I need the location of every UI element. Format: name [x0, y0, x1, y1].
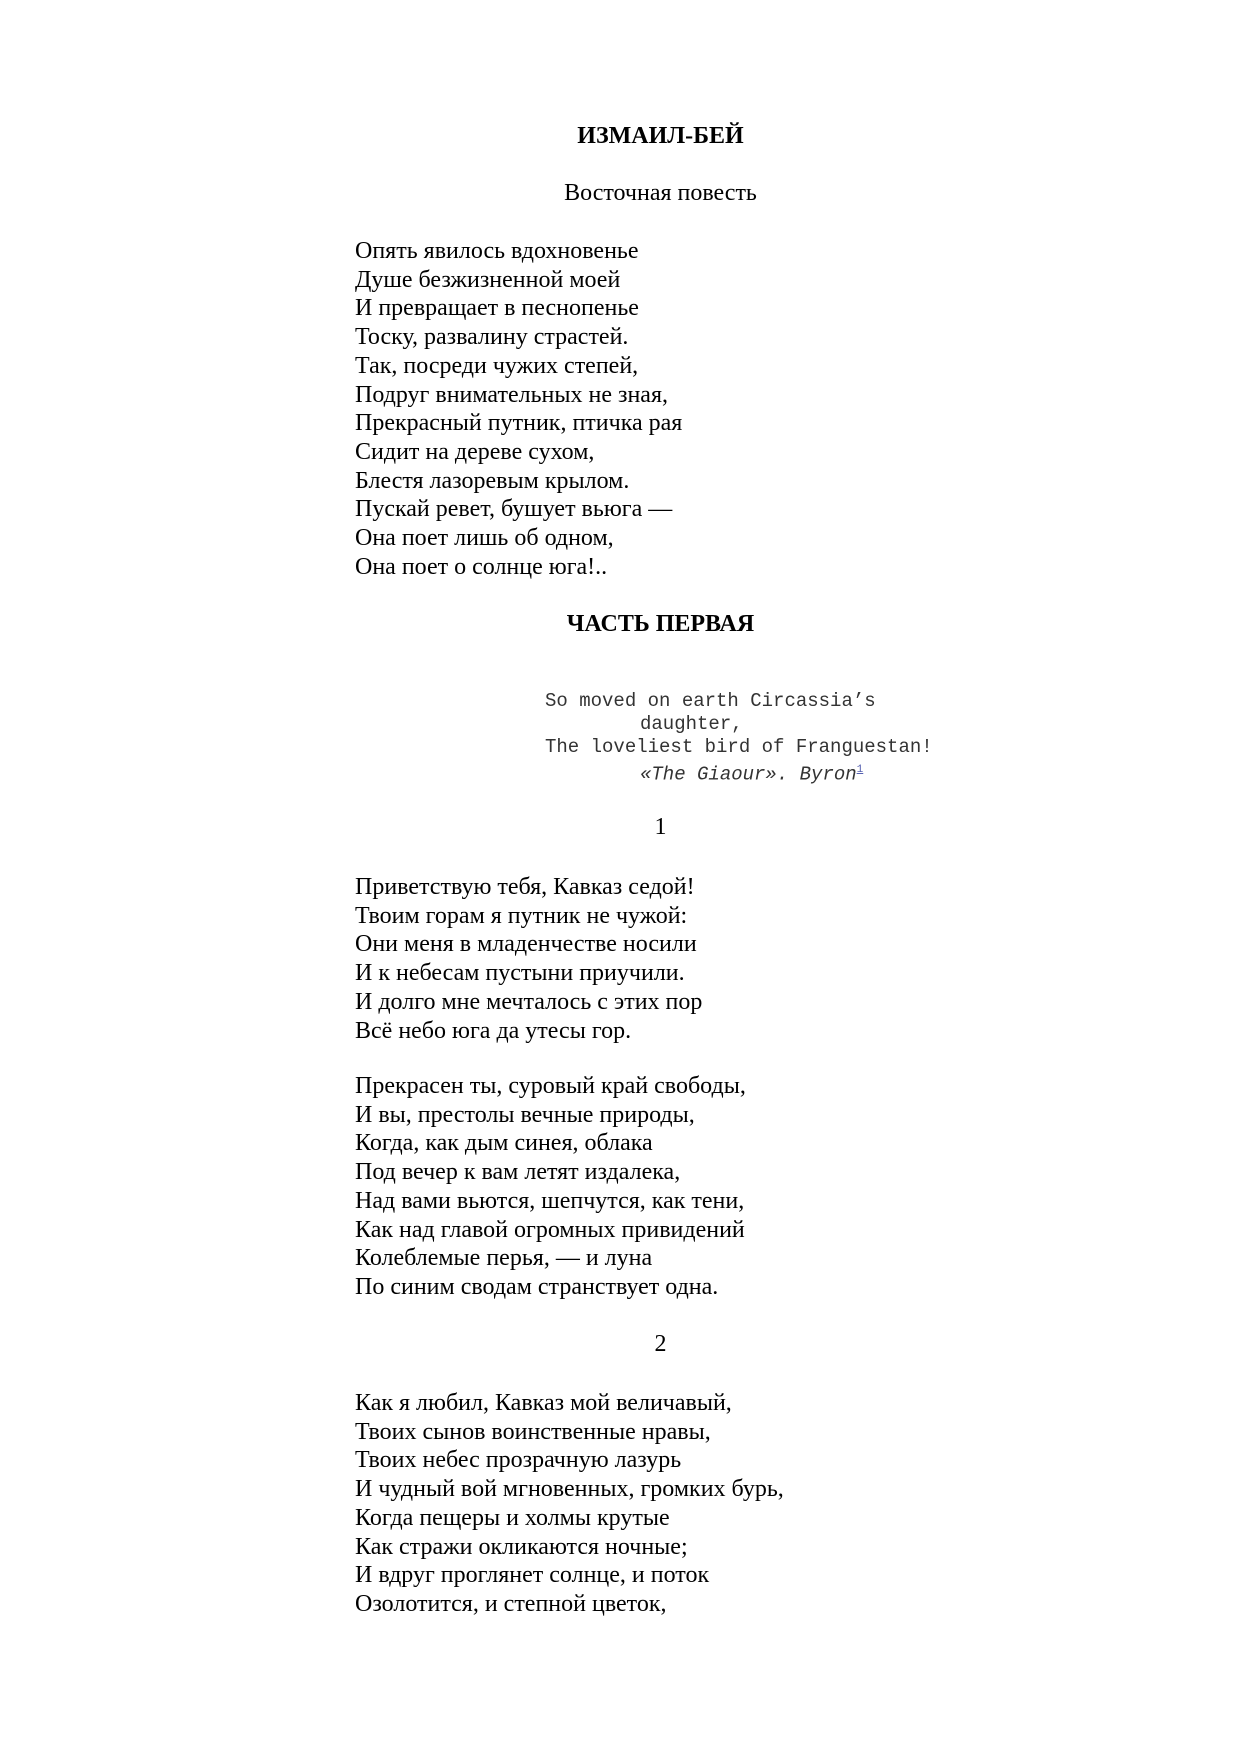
- verse-line: И чудный вой мгновенных, громких бурь,: [355, 1476, 784, 1503]
- stanza: [355, 1072, 746, 1302]
- verse-line: Всё небо юга да утесы гор.: [355, 1017, 632, 1044]
- verse-line: Она поет лишь об одном,: [355, 525, 614, 552]
- section-number: 2: [654, 1331, 667, 1357]
- stanza: [355, 873, 702, 1045]
- epigraph: [545, 690, 933, 786]
- verse-line: Душе безжизненной моей: [355, 266, 621, 293]
- poem-title: ИЗМАИЛ-БЕЙ: [577, 123, 744, 149]
- verse-line: Опять явилось вдохновенье: [355, 238, 639, 264]
- verse-line: По синим сводам странствует одна.: [355, 1273, 719, 1300]
- verse-line: Твоим горам я путник не чужой:: [355, 902, 688, 929]
- verse-line: Колеблемые перья, — и луна: [355, 1245, 653, 1272]
- section-number: 1: [654, 814, 667, 840]
- prologue-stanza: [355, 237, 682, 581]
- verse-line: Когда, как дым синея, облака: [355, 1130, 653, 1157]
- verse-line: Она поет о солнце юга!..: [355, 553, 608, 580]
- verse-line: И вдруг проглянет солнце, и поток: [355, 1562, 710, 1589]
- epigraph-line: So moved on earth Circassia’s: [545, 690, 876, 712]
- verse-line: Над вами вьются, шепчутся, как тени,: [355, 1187, 745, 1214]
- epigraph-source: [545, 759, 933, 786]
- verse-line: Сидит на дереве сухом,: [355, 438, 595, 465]
- verse-line: Они меня в младенчестве носили: [355, 931, 697, 958]
- verse-line: И к небесам пустыни приучили.: [355, 960, 685, 987]
- verse-line: Твоих небес прозрачную лазурь: [355, 1447, 682, 1474]
- verse-line: Как над главой огромных привидений: [355, 1216, 745, 1243]
- verse-line: Блестя лазоревым крылом.: [355, 467, 630, 494]
- verse-line: Когда пещеры и холмы крутые: [355, 1504, 670, 1531]
- verse-line: Прекрасен ты, суровый край свободы,: [355, 1073, 746, 1099]
- verse-line: Приветствую тебя, Кавказ седой!: [355, 874, 695, 900]
- verse-line: Подруг внимательных не зная,: [355, 381, 668, 408]
- verse-line: Так, посреди чужих степей,: [355, 352, 639, 379]
- footnote-link[interactable]: 1: [856, 764, 864, 776]
- epigraph-line: daughter,: [640, 713, 743, 735]
- epigraph-line: The loveliest bird of Franguestan!: [545, 736, 933, 758]
- verse-line: И превращает в песнопенье: [355, 295, 639, 322]
- verse-line: Как я любил, Кавказ мой величавый,: [355, 1390, 732, 1416]
- epigraph-author: Byron: [799, 763, 857, 786]
- verse-line: Пускай ревет, бушует вьюга —: [355, 496, 673, 523]
- verse-line: Прекрасный путник, птичка рая: [355, 410, 683, 437]
- part-title: ЧАСТЬ ПЕРВАЯ: [566, 611, 755, 637]
- verse-line: И вы, престолы вечные природы,: [355, 1101, 695, 1128]
- epigraph-work-title: «The Giaour».: [640, 763, 800, 786]
- verse-line: Озолотится, и степной цветок,: [355, 1590, 667, 1617]
- poem-subtitle: Восточная повесть: [564, 180, 757, 206]
- verse-line: И долго мне мечталось с этих пор: [355, 988, 703, 1015]
- stanza: [355, 1389, 784, 1619]
- verse-line: Тоску, развалину страстей.: [355, 324, 629, 351]
- verse-line: Под вечер к вам летят издалека,: [355, 1159, 681, 1186]
- verse-line: Как стражи окликаются ночные;: [355, 1533, 688, 1560]
- verse-line: Твоих сынов воинственные нравы,: [355, 1418, 711, 1445]
